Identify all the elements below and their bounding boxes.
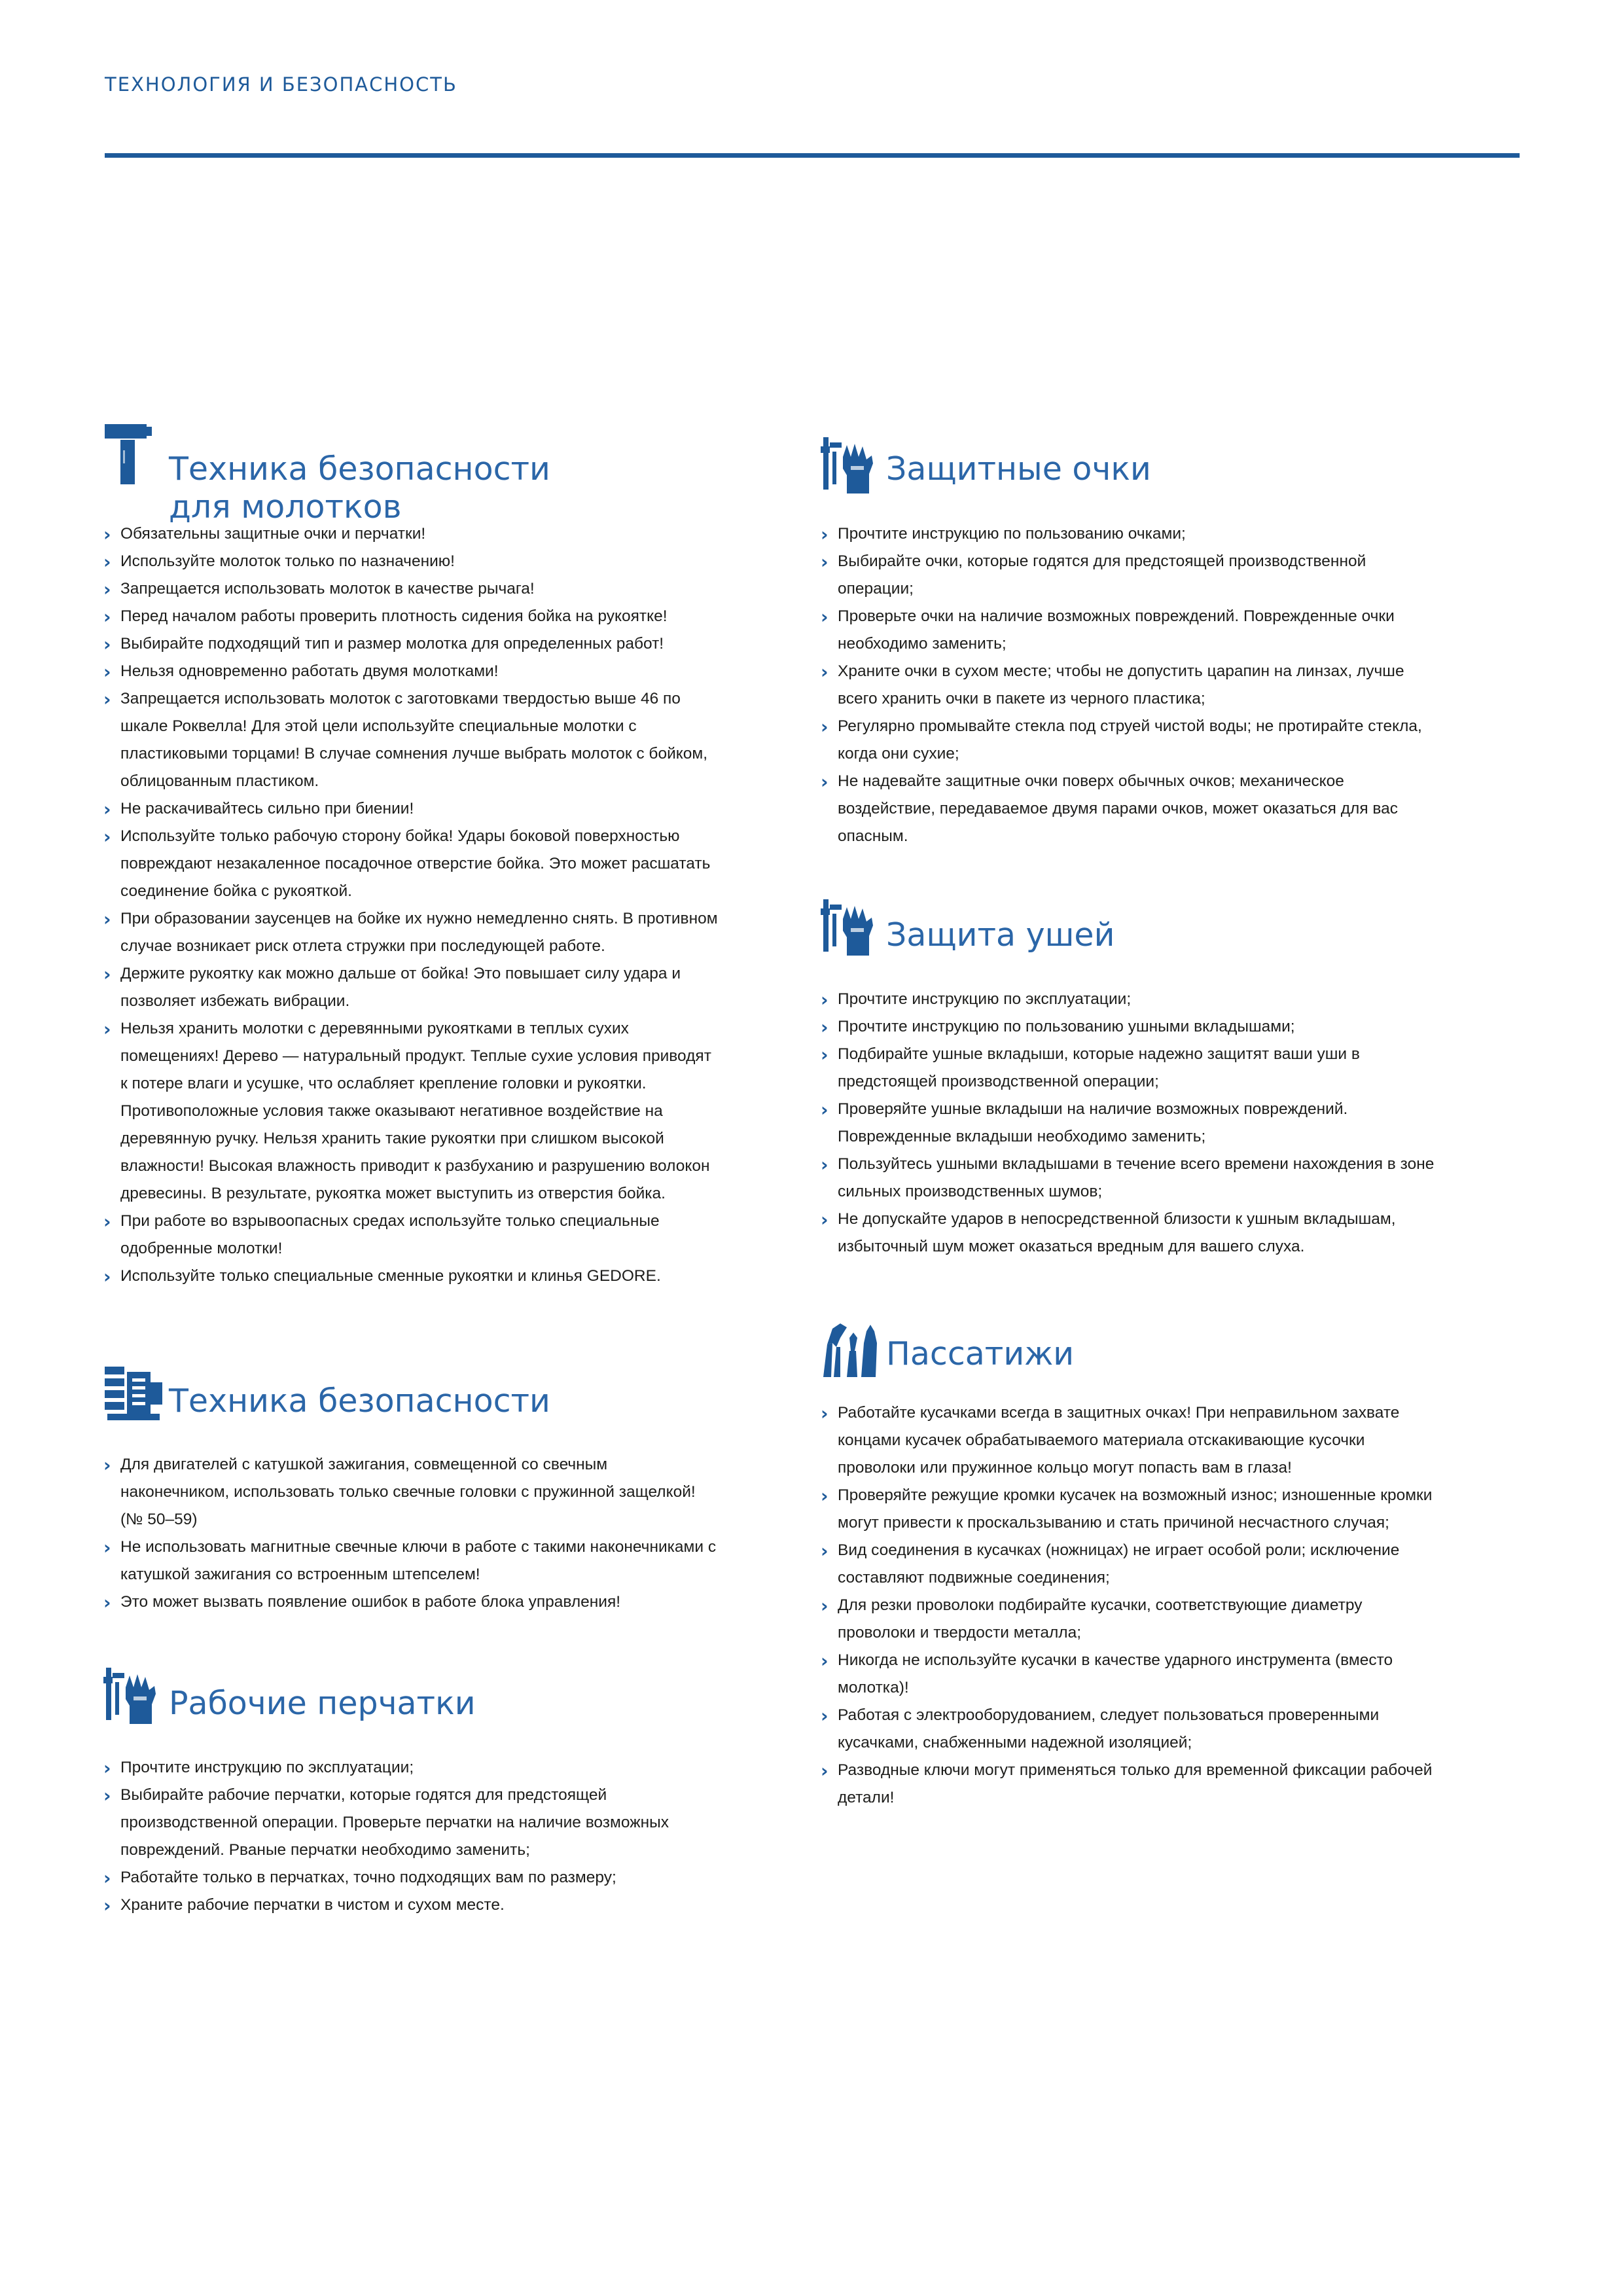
list-item: › Проверяйте ушные вкладыши на наличие возможных повреждений. Поврежденные вкладыши необходимо заменить; (821, 1096, 1436, 1151)
list-item: › Нельзя хранить молотки с деревянными рукоятками в теплых сухих помещениях! Дерево — натуральный продукт. Теплые сухие условия приводят к потере влаги и усушке, что ослабляет крепление головки и рукоятки. Противоположные условия также оказывают негативное воздействие на деревянную ручку. Нельзя хранить такие рукоятки при слишком высокой влажности! Высокая влажность приводит к разбуханию и разрушению волокон древесины. В результате, рукоятка может выступить из отверстия бойка. (103, 1015, 719, 1208)
list-item: › Не надевайте защитные очки поверх обычных очков; механическое воздействие, передаваемое двумя парами очков, может оказаться для вас опасным. (821, 768, 1436, 850)
list-item: › Никогда не используйте кусачки в качестве ударного инструмента (вместо молотка)! (821, 1647, 1436, 1702)
chevron-right-icon: › (103, 1867, 111, 1889)
list-item: › Прочтите инструкцию по эксплуатации; (103, 1754, 719, 1782)
section-title: Техника безопасности (169, 1382, 550, 1420)
chevron-right-icon: › (821, 606, 829, 628)
list-item: › Перед началом работы проверить плотность сидения бойка на рукоятке! (103, 603, 719, 630)
list-item: › Регулярно промывайте стекла под струей чистой воды; не протирайте стекла, когда они сухие; (821, 713, 1436, 768)
chevron-right-icon: › (103, 606, 111, 628)
list-item: › Для резки проволоки подбирайте кусачки, соответствующие диаметру проволоки и твердости металла; (821, 1592, 1436, 1647)
chevron-right-icon: › (821, 1016, 829, 1038)
tools-glove-icon (821, 437, 881, 497)
list-item: › Выбирайте подходящий тип и размер молотка для определенных работ! (103, 630, 719, 658)
section-title-line-2: для молотков (169, 488, 402, 526)
chevron-right-icon: › (103, 579, 111, 600)
list-item: › Проверьте очки на наличие возможных повреждений. Поврежденные очки необходимо заменить; (821, 603, 1436, 658)
chevron-right-icon: › (821, 1540, 829, 1562)
chevron-right-icon: › (103, 1537, 111, 1558)
chevron-right-icon: › (103, 1785, 111, 1806)
bullet-list (103, 520, 719, 1290)
chevron-right-icon: › (821, 1705, 829, 1727)
chevron-right-icon: › (821, 1044, 829, 1066)
chevron-right-icon: › (821, 716, 829, 738)
list-item: › Храните очки в сухом месте; чтобы не допустить царапин на линзах, лучше всего хранить очки в пакете из черного пластика; (821, 658, 1436, 713)
page-header-title: ТЕХНОЛОГИЯ И БЕЗОПАСНОСТЬ (105, 73, 457, 96)
list-item: › Прочтите инструкцию по пользованию очками; (821, 520, 1436, 548)
chevron-right-icon: › (821, 989, 829, 1011)
chevron-right-icon: › (821, 1403, 829, 1424)
list-item: › Вид соединения в кусачках (ножницах) не играет особой роли; исключение составляют подвижные соединения; (821, 1537, 1436, 1592)
list-item: › Не раскачивайтесь сильно при биении! (103, 795, 719, 823)
chevron-right-icon: › (103, 1454, 111, 1476)
bullet-list (103, 1451, 719, 1616)
bullet-list (821, 1399, 1436, 1812)
spark-plug-icon (103, 1363, 164, 1423)
list-item: › Выбирайте рабочие перчатки, которые годятся для предстоящей производственной операции. Проверьте перчатки на наличие возможных повреждений. Рваные перчатки необходимо заменить; (103, 1782, 719, 1864)
section-title-line-1: Техника безопасности (169, 450, 550, 488)
chevron-right-icon: › (821, 551, 829, 573)
list-item: › Используйте только рабочую сторону бойка! Удары боковой поверхностью повреждают незакаленное посадочное отверстие бойка. Это может расшатать соединение бойка с рукояткой. (103, 823, 719, 905)
section-title: Рабочие перчатки (169, 1685, 476, 1722)
list-item: › Храните рабочие перчатки в чистом и сухом месте. (103, 1892, 719, 1919)
list-item: › Держите рукоятку как можно дальше от бойка! Это повышает силу удара и позволяет избежать вибрации. (103, 960, 719, 1015)
chevron-right-icon: › (103, 1211, 111, 1232)
chevron-right-icon: › (821, 1209, 829, 1230)
chevron-right-icon: › (103, 798, 111, 820)
chevron-right-icon: › (821, 1595, 829, 1617)
chevron-right-icon: › (821, 1154, 829, 1175)
tools-glove-icon (821, 899, 881, 960)
bullet-list (821, 986, 1436, 1261)
list-item: › Используйте молоток только по назначению! (103, 548, 719, 575)
chevron-right-icon: › (103, 1266, 111, 1287)
chevron-right-icon: › (821, 1650, 829, 1672)
list-item: › Не допускайте ударов в непосредственной близости к ушным вкладышам, избыточный шум может оказаться вредным для вашего слуха. (821, 1206, 1436, 1261)
list-item: › При работе во взрывоопасных средах используйте только специальные одобренные молотки! (103, 1208, 719, 1263)
chevron-right-icon: › (103, 826, 111, 848)
list-item: › При образовании заусенцев на бойке их нужно немедленно снять. В противном случае возникает риск отлета стружки при последующей работе. (103, 905, 719, 960)
chevron-right-icon: › (103, 1757, 111, 1779)
list-item: › Подбирайте ушные вкладыши, которые надежно защитят ваши уши в предстоящей производственной операции; (821, 1041, 1436, 1096)
chevron-right-icon: › (821, 1760, 829, 1782)
list-item: › Разводные ключи могут применяться только для временной фиксации рабочей детали! (821, 1757, 1436, 1812)
list-item: › Не использовать магнитные свечные ключи в работе с такими наконечниками с катушкой зажигания со встроенным штепселем! (103, 1534, 719, 1588)
chevron-right-icon: › (821, 661, 829, 683)
chevron-right-icon: › (103, 963, 111, 985)
section-title: Защитные очки (886, 450, 1151, 488)
chevron-right-icon: › (103, 634, 111, 655)
list-item: › Используйте только специальные сменные рукоятки и клинья GEDORE. (103, 1263, 719, 1290)
bullet-list (821, 520, 1436, 850)
chevron-right-icon: › (103, 689, 111, 710)
chevron-right-icon: › (103, 661, 111, 683)
chevron-right-icon: › (821, 1485, 829, 1507)
chevron-right-icon: › (103, 551, 111, 573)
chevron-right-icon: › (103, 908, 111, 930)
bullet-list (103, 1754, 719, 1919)
chevron-right-icon: › (821, 1099, 829, 1121)
section-title: Защита ушей (886, 916, 1115, 954)
list-item: › Прочтите инструкцию по пользованию ушными вкладышами; (821, 1013, 1436, 1041)
list-item: › Работайте только в перчатках, точно подходящих вам по размеру; (103, 1864, 719, 1892)
section-title (169, 450, 550, 526)
list-item: › Прочтите инструкцию по эксплуатации; (821, 986, 1436, 1013)
header-divider (105, 153, 1520, 158)
pliers-icon (821, 1318, 881, 1378)
list-item: › Запрещается использовать молоток в качестве рычага! (103, 575, 719, 603)
chevron-right-icon: › (821, 771, 829, 793)
list-item: › Запрещается использовать молоток с заготовками твердостью выше 46 по шкале Роквелла! Для этой цели используйте специальные молотки с пластиковыми торцами! В случае сомнения лучше выбрать молоток с бойком, облицованным пластиком. (103, 685, 719, 795)
chevron-right-icon: › (103, 1895, 111, 1916)
list-item: › Проверяйте режущие кромки кусачек на возможный износ; изношенные кромки могут привести к проскальзыванию и стать причиной несчастного случая; (821, 1482, 1436, 1537)
list-item: › Работайте кусачками всегда в защитных очках! При неправильном захвате концами кусачек обрабатываемого материала отскакивающие кусочки проволоки или пружинное кольцо могут попасть вам в глаза! (821, 1399, 1436, 1482)
hammer-icon (103, 424, 164, 484)
list-item: › Это может вызвать появление ошибок в работе блока управления! (103, 1588, 719, 1616)
chevron-right-icon: › (103, 1018, 111, 1040)
chevron-right-icon: › (103, 1592, 111, 1613)
chevron-right-icon: › (103, 524, 111, 545)
tools-glove-icon (103, 1668, 164, 1728)
list-item: › Работая с электрооборудованием, следует пользоваться проверенными кусачками, снабженными надежной изоляцией; (821, 1702, 1436, 1757)
list-item: › Нельзя одновременно работать двумя молотками! (103, 658, 719, 685)
list-item: › Пользуйтесь ушными вкладышами в течение всего времени нахождения в зоне сильных производственных шумов; (821, 1151, 1436, 1206)
list-item: › Обязательны защитные очки и перчатки! (103, 520, 719, 548)
list-item: › Для двигателей с катушкой зажигания, совмещенной со свечным наконечником, использовать только свечные головки с пружинной защелкой! (№ 50–59) (103, 1451, 719, 1534)
section-title: Пассатижи (886, 1335, 1075, 1372)
list-item: › Выбирайте очки, которые годятся для предстоящей производственной операции; (821, 548, 1436, 603)
chevron-right-icon: › (821, 524, 829, 545)
